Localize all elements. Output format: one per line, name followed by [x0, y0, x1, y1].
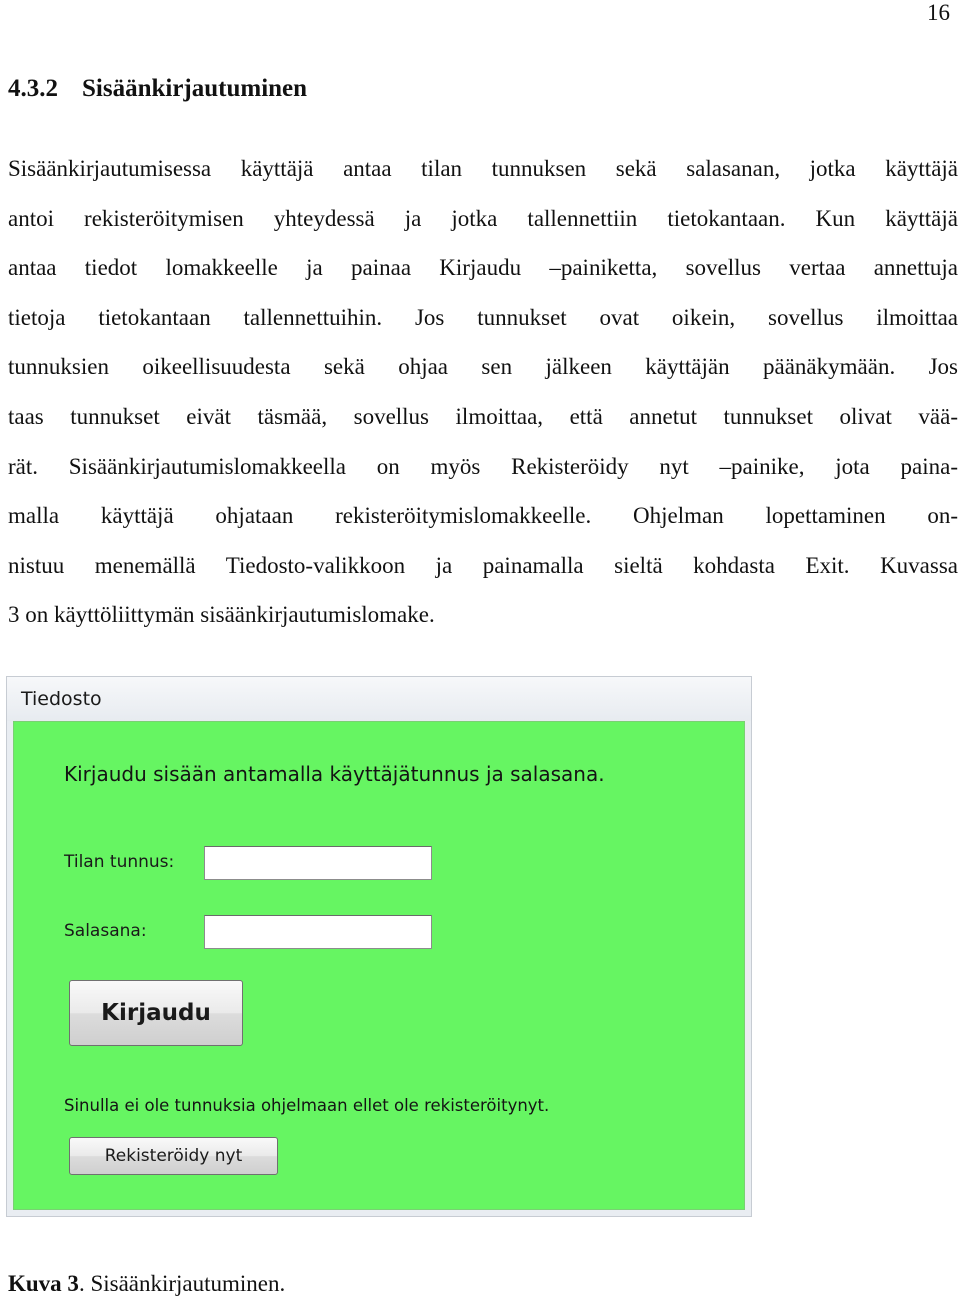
login-window-screenshot: [6, 676, 752, 1217]
paragraph-line: 3 on käyttöliittymän sisäänkirjautumislomake.: [8, 602, 435, 628]
section-number: 4.3.2: [8, 75, 58, 102]
paragraph-line: malla käyttäjä ohjataan rekisteröitymislomakkeelle. Ohjelman lopettaminen on-: [8, 503, 958, 529]
login-button[interactable]: Kirjaudu: [69, 980, 243, 1046]
paragraph-line: tietoja tietokantaan tallennettuihin. Jos tunnukset ovat oikein, sovellus ilmoittaa: [8, 304, 958, 330]
paragraph-line: taas tunnukset eivät täsmää, sovellus ilmoittaa, että annetut tunnukset olivat vää-: [8, 403, 958, 429]
username-label: Tilan tunnus:: [64, 852, 175, 872]
menu-tiedosto[interactable]: Tiedosto: [21, 688, 102, 710]
paragraph-line: Sisäänkirjautumisessa käyttäjä antaa tilan tunnuksen sekä salasanan, jotka käyttäjä: [8, 156, 958, 181]
password-input[interactable]: [204, 915, 432, 949]
password-label: Salasana:: [64, 921, 147, 941]
caption-text: . Sisäänkirjautuminen.: [78, 1271, 286, 1296]
login-form: [13, 721, 745, 1210]
login-instruction: Kirjaudu sisään antamalla käyttäjätunnus ja salasana.: [64, 762, 605, 786]
menu-bar: [7, 677, 751, 721]
page-number: 16: [927, 0, 950, 25]
paragraph-line: antoi rekisteröitymisen yhteydessä ja jotka tallennettiin tietokantaan. Kun käyttäjä: [8, 205, 958, 231]
section-title: Sisäänkirjautuminen: [82, 75, 308, 102]
body-paragraph: [8, 144, 958, 640]
paragraph-line: tunnuksien oikeellisuudesta sekä ohjaa sen jälkeen käyttäjän päänäkymään. Jos: [8, 354, 958, 380]
section-heading: [8, 72, 307, 106]
paragraph-line: rät. Sisäänkirjautumislomakkeella on myös Rekisteröidy nyt –painike, jota paina-: [8, 453, 958, 479]
figure-caption: [8, 1266, 285, 1302]
caption-label: Kuva 3: [8, 1271, 79, 1296]
register-button[interactable]: Rekisteröidy nyt: [69, 1137, 278, 1175]
register-note: Sinulla ei ole tunnuksia ohjelmaan ellet ole rekisteröitynyt.: [64, 1096, 550, 1115]
username-input[interactable]: [204, 846, 432, 880]
paragraph-line: nistuu menemällä Tiedosto-valikkoon ja painamalla sieltä kohdasta Exit. Kuvassa: [8, 552, 958, 578]
paragraph-line: antaa tiedot lomakkeelle ja painaa Kirjaudu –painiketta, sovellus vertaa annettuja: [8, 255, 958, 281]
